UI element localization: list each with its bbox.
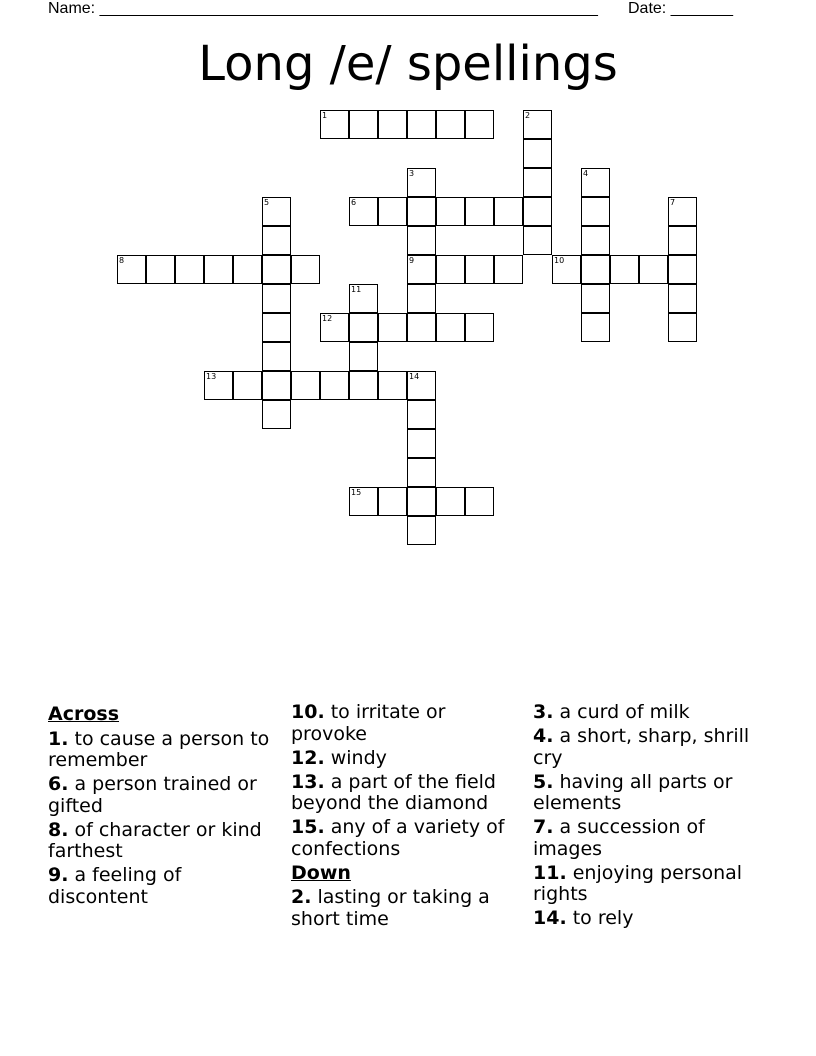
clue-number: 9. xyxy=(48,864,69,886)
clue-across-9 xyxy=(48,865,273,908)
crossword-cell[interactable] xyxy=(262,313,291,342)
clue-number-label: 5 xyxy=(264,198,270,207)
clue-text: enjoying personal rights xyxy=(533,861,743,905)
crossword-cell[interactable] xyxy=(465,110,494,139)
clue-down-4 xyxy=(533,726,768,769)
crossword-cell[interactable] xyxy=(610,255,639,284)
crossword-cell[interactable] xyxy=(407,313,436,342)
clue-text: to rely xyxy=(566,907,634,929)
clue-text: windy xyxy=(324,746,387,769)
crossword-cell[interactable] xyxy=(262,342,291,371)
crossword-cell[interactable] xyxy=(407,458,436,487)
clue-number: 4. xyxy=(533,725,554,747)
clue-number-label: 10 xyxy=(554,256,565,265)
clue-down-7 xyxy=(533,817,768,860)
crossword-cell[interactable] xyxy=(668,226,697,255)
crossword-cell[interactable] xyxy=(378,110,407,139)
crossword-cell[interactable] xyxy=(349,487,378,516)
clue-down-5 xyxy=(533,772,768,815)
crossword-cell[interactable] xyxy=(407,400,436,429)
crossword-cell[interactable] xyxy=(639,255,668,284)
crossword-cell[interactable] xyxy=(436,255,465,284)
clue-across-8 xyxy=(48,820,273,863)
crossword-cell[interactable] xyxy=(436,487,465,516)
clue-number-label: 3 xyxy=(409,169,415,178)
clue-number: 2. xyxy=(291,886,312,908)
crossword-cell[interactable] xyxy=(581,168,610,197)
crossword-cell[interactable] xyxy=(581,313,610,342)
crossword-cell[interactable] xyxy=(407,284,436,313)
crossword-cell[interactable] xyxy=(407,487,436,516)
crossword-cell[interactable] xyxy=(465,255,494,284)
crossword-cell[interactable] xyxy=(523,110,552,139)
clue-across-13 xyxy=(291,772,521,815)
clue-across-10 xyxy=(291,702,521,745)
clue-across-15 xyxy=(291,817,521,860)
crossword-cell[interactable] xyxy=(349,197,378,226)
clue-text: a part of the field beyond the diamond xyxy=(291,770,496,814)
crossword-cell[interactable] xyxy=(204,255,233,284)
clue-text: to cause a person to remember xyxy=(48,727,270,771)
crossword-cell[interactable] xyxy=(581,284,610,313)
crossword-cell[interactable] xyxy=(233,255,262,284)
clue-column-1 xyxy=(48,702,273,911)
crossword-cell[interactable] xyxy=(668,313,697,342)
name-field-label: Name: ________________________________________________________ xyxy=(48,0,598,17)
crossword-cell[interactable] xyxy=(465,313,494,342)
crossword-cell[interactable] xyxy=(581,197,610,226)
clue-text: any of a variety of confections xyxy=(291,816,505,860)
clue-down-2 xyxy=(291,887,521,930)
crossword-cell[interactable] xyxy=(378,313,407,342)
crossword-cell[interactable] xyxy=(407,226,436,255)
clue-down-3 xyxy=(533,702,768,724)
clue-number-label: 8 xyxy=(119,256,125,265)
clue-number: 14. xyxy=(533,907,567,929)
crossword-cell[interactable] xyxy=(407,429,436,458)
crossword-cell[interactable] xyxy=(523,226,552,255)
clue-number: 7. xyxy=(533,816,554,838)
crossword-cell[interactable] xyxy=(349,110,378,139)
crossword-cell[interactable] xyxy=(436,313,465,342)
clue-text: to irritate or provoke xyxy=(291,701,446,745)
clue-text: a short, sharp, shrill cry xyxy=(533,725,750,769)
clue-number: 13. xyxy=(291,770,325,793)
crossword-cell[interactable] xyxy=(117,255,146,284)
clue-text: a person trained or gifted xyxy=(48,773,257,817)
clue-number: 11. xyxy=(533,861,567,884)
crossword-cell[interactable] xyxy=(291,255,320,284)
crossword-cell[interactable] xyxy=(262,255,291,284)
clue-number-label: 14 xyxy=(409,372,420,381)
clue-down-14 xyxy=(533,908,768,930)
crossword-cell[interactable] xyxy=(233,371,262,400)
crossword-cell[interactable] xyxy=(581,226,610,255)
crossword-cell[interactable] xyxy=(204,371,233,400)
crossword-cell[interactable] xyxy=(407,516,436,545)
crossword-cell[interactable] xyxy=(320,371,349,400)
crossword-cell[interactable] xyxy=(407,197,436,226)
crossword-cell[interactable] xyxy=(436,110,465,139)
clue-number: 8. xyxy=(48,818,69,841)
clue-number-label: 11 xyxy=(351,285,362,294)
clue-column-3 xyxy=(533,702,768,932)
crossword-cell[interactable] xyxy=(349,313,378,342)
crossword-cell[interactable] xyxy=(349,342,378,371)
clue-text: a curd of milk xyxy=(553,701,690,723)
clue-text: having all parts or elements xyxy=(533,770,733,814)
crossword-cell[interactable] xyxy=(320,110,349,139)
date-field-label: Date: _______ xyxy=(628,0,733,17)
crossword-cell[interactable] xyxy=(378,487,407,516)
clue-number: 15. xyxy=(291,816,325,838)
page-title: Long /e/ spellings xyxy=(198,36,618,92)
clue-number: 3. xyxy=(533,701,554,723)
clue-number: 10. xyxy=(291,701,325,723)
crossword-cell[interactable] xyxy=(320,313,349,342)
clue-number-label: 15 xyxy=(351,488,362,497)
crossword-cell[interactable] xyxy=(523,168,552,197)
clue-number: 6. xyxy=(48,773,69,795)
crossword-cell[interactable] xyxy=(494,255,523,284)
clue-number-label: 13 xyxy=(206,372,217,381)
crossword-cell[interactable] xyxy=(407,168,436,197)
crossword-cell[interactable] xyxy=(407,371,436,400)
clue-text: a feeling of discontent xyxy=(48,864,182,908)
crossword-cell[interactable] xyxy=(668,284,697,313)
crossword-cell[interactable] xyxy=(668,255,697,284)
crossword-cell[interactable] xyxy=(494,197,523,226)
crossword-cell[interactable] xyxy=(262,284,291,313)
crossword-cell[interactable] xyxy=(349,371,378,400)
crossword-cell[interactable] xyxy=(465,487,494,516)
clue-number-label: 9 xyxy=(409,256,415,265)
crossword-cell[interactable] xyxy=(523,197,552,226)
clue-number-label: 12 xyxy=(322,314,333,323)
clue-number-label: 4 xyxy=(583,169,589,178)
clue-number-label: 1 xyxy=(322,111,328,120)
clue-down-11 xyxy=(533,863,768,906)
clue-text: of character or kind farthest xyxy=(48,818,262,862)
crossword-cell[interactable] xyxy=(262,226,291,255)
across-heading: Across xyxy=(48,703,120,725)
crossword-cell[interactable] xyxy=(552,255,581,284)
crossword-cell[interactable] xyxy=(465,197,494,226)
clue-number-label: 2 xyxy=(525,111,531,120)
crossword-cell[interactable] xyxy=(349,284,378,313)
clue-column-2 xyxy=(291,702,521,933)
clue-number: 5. xyxy=(533,770,554,793)
crossword-cell[interactable] xyxy=(581,255,610,284)
crossword-cell[interactable] xyxy=(407,110,436,139)
crossword-cell[interactable] xyxy=(436,197,465,226)
clue-across-6 xyxy=(48,774,273,817)
crossword-cell[interactable] xyxy=(378,371,407,400)
clue-number: 12. xyxy=(291,746,325,769)
crossword-cell[interactable] xyxy=(262,400,291,429)
crossword-cell[interactable] xyxy=(407,255,436,284)
crossword-cell[interactable] xyxy=(262,197,291,226)
clue-text: a succession of images xyxy=(533,816,705,860)
crossword-cell[interactable] xyxy=(668,197,697,226)
clue-across-12 xyxy=(291,748,521,770)
clue-text: lasting or taking a short time xyxy=(291,886,490,930)
crossword-cell[interactable] xyxy=(378,197,407,226)
crossword-cell[interactable] xyxy=(175,255,204,284)
down-heading: Down xyxy=(291,861,351,884)
clue-number: 1. xyxy=(48,727,69,750)
clue-number-label: 7 xyxy=(670,198,676,207)
crossword-cell[interactable] xyxy=(262,371,291,400)
crossword-cell[interactable] xyxy=(523,139,552,168)
clue-number-label: 6 xyxy=(351,198,357,207)
clue-across-1 xyxy=(48,729,273,772)
crossword-cell[interactable] xyxy=(146,255,175,284)
crossword-cell[interactable] xyxy=(291,371,320,400)
